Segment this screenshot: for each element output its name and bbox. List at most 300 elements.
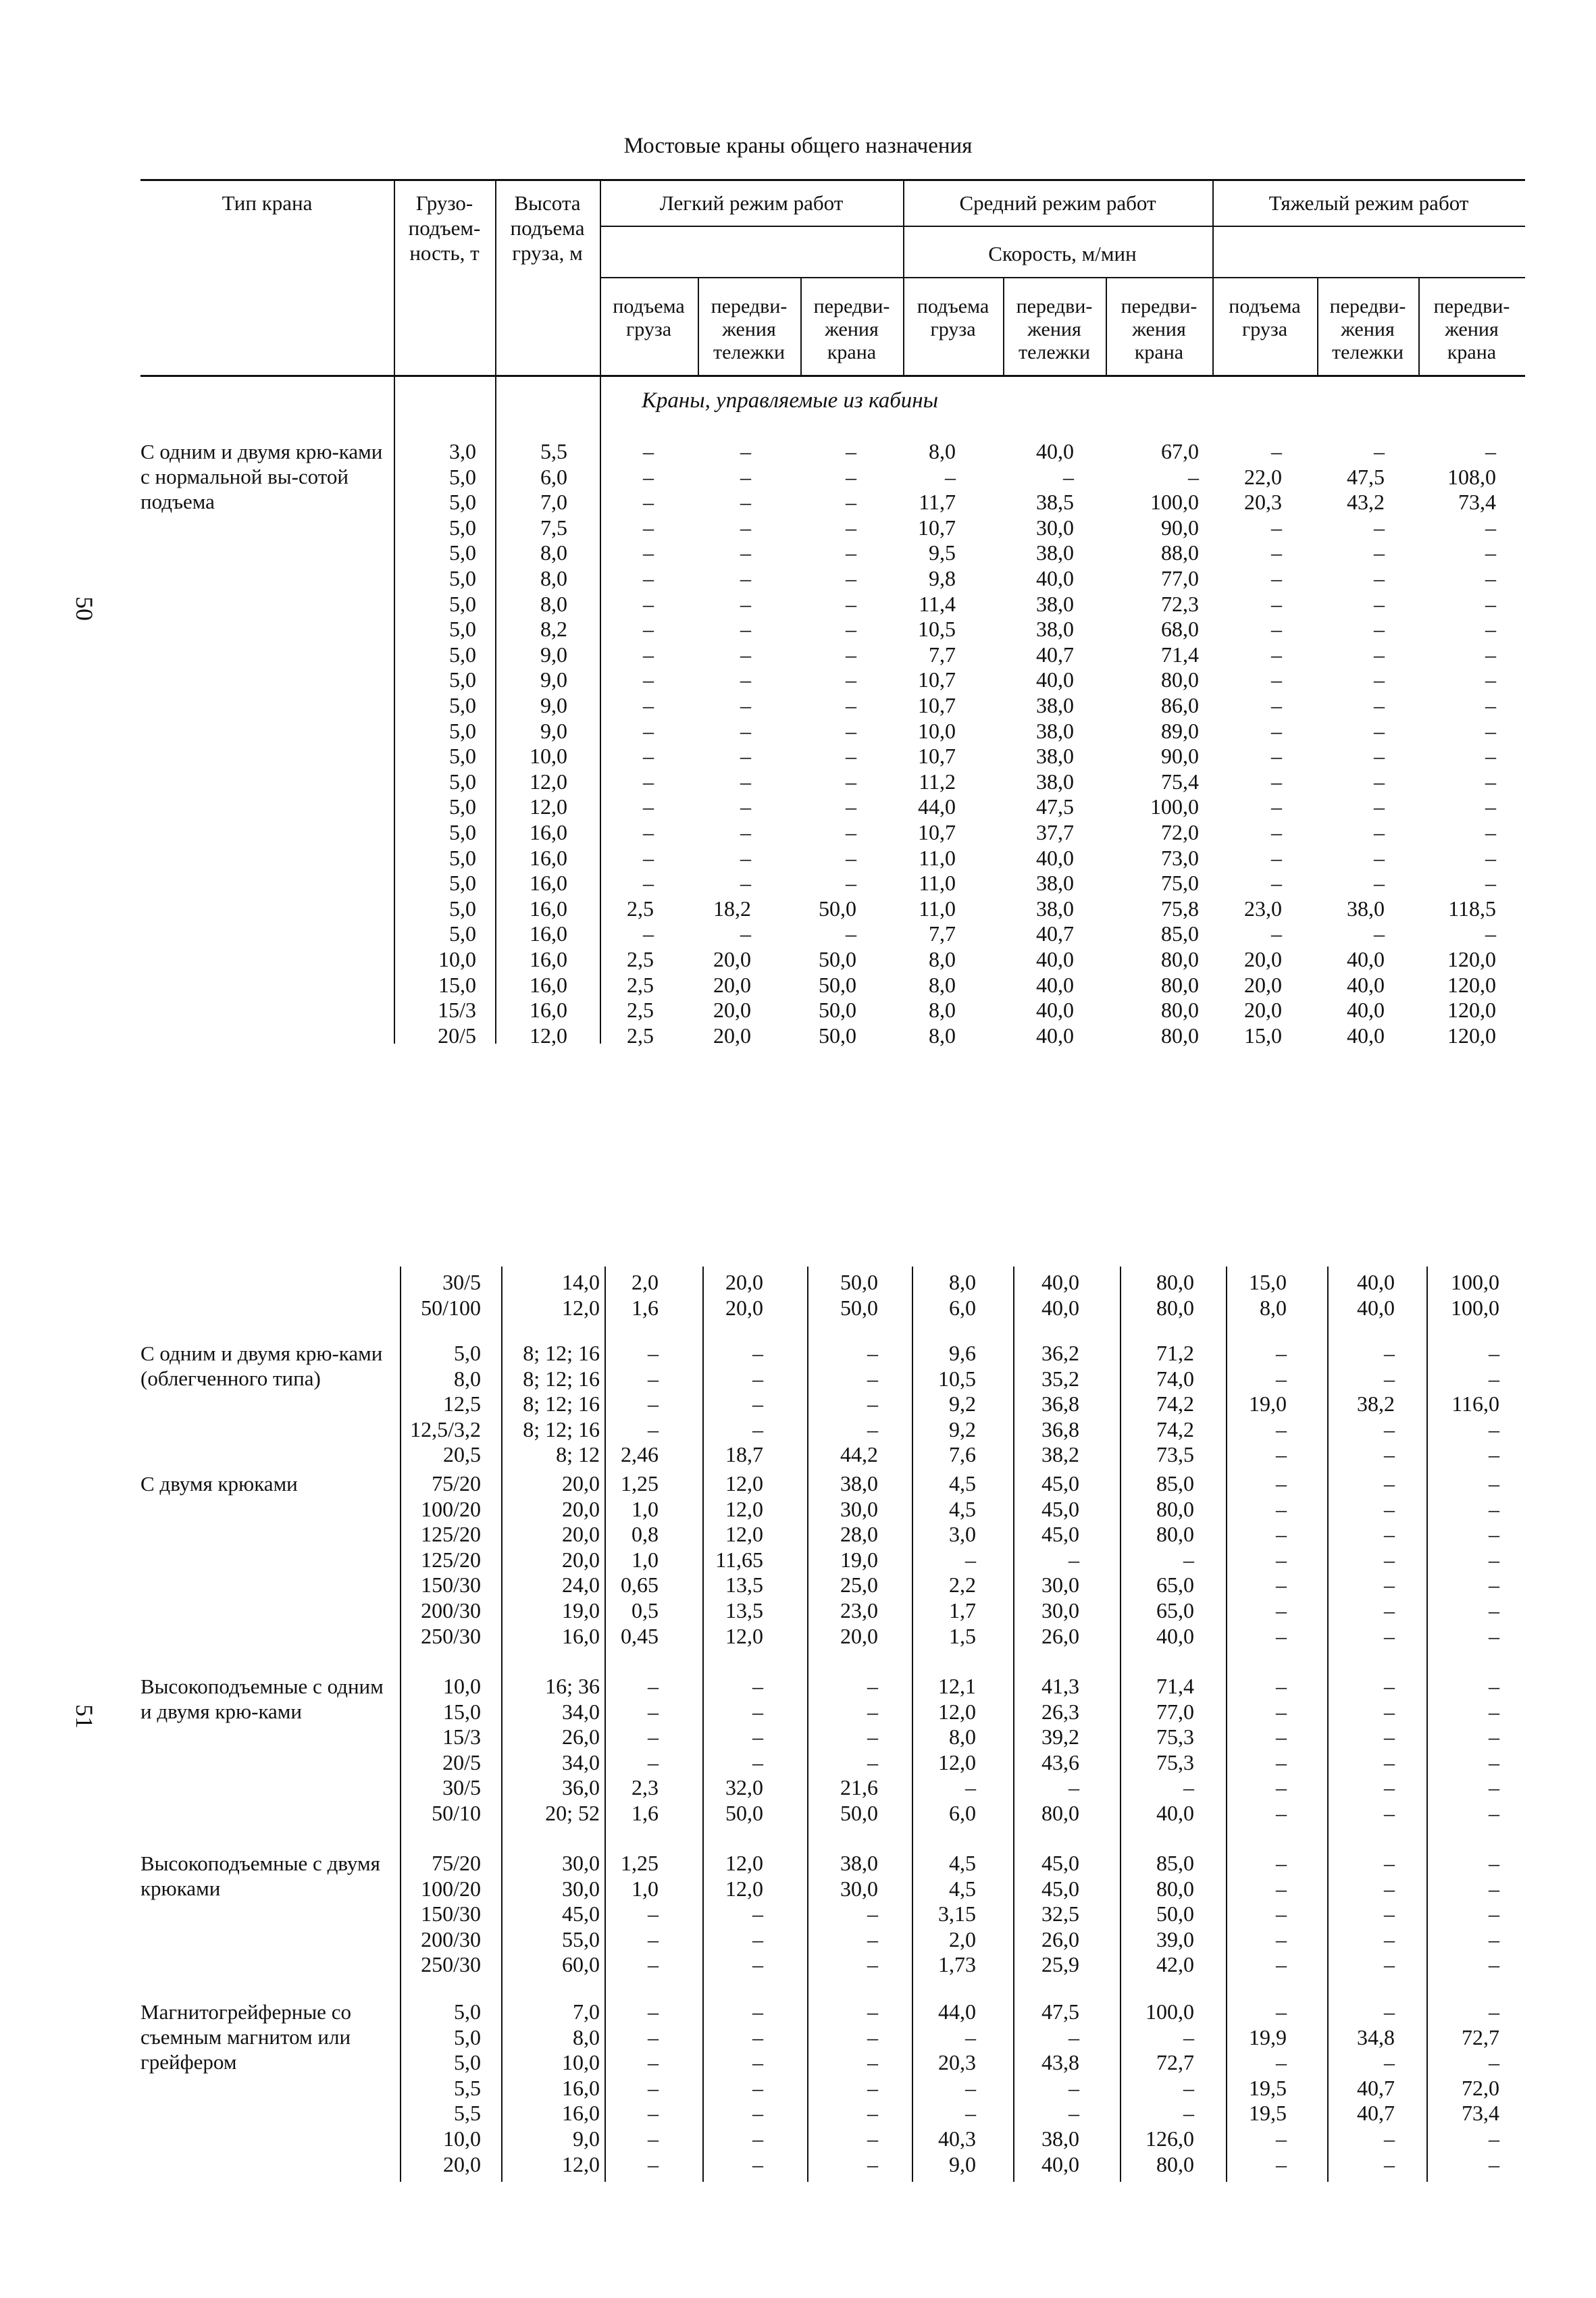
table-cell: 12,0	[938, 1750, 976, 1774]
table-cell: –	[1276, 1573, 1287, 1598]
table-cell: –	[1276, 1801, 1287, 1825]
table-cell: 4,5	[949, 1851, 976, 1875]
speed-rule	[600, 277, 1525, 278]
table-cell: 40,0	[1036, 566, 1074, 590]
table-cell: –	[867, 2075, 878, 2100]
table-cell: –	[643, 490, 654, 515]
table-cell: –	[1276, 1341, 1287, 1365]
header-medium: Средний режим работ	[959, 191, 1156, 215]
group-label: С одним и двумя крю-ками (облегченного типа)	[140, 1342, 383, 1390]
table-cell: 5,0	[449, 515, 476, 540]
table-cell: 38,0	[840, 1471, 878, 1496]
table-cell: 10,7	[918, 693, 956, 717]
table-cell: –	[643, 718, 654, 743]
table-cell: –	[1489, 1547, 1499, 1572]
table-cell: 38,0	[840, 1851, 878, 1875]
table-cell: 38,0	[1036, 693, 1074, 717]
table-cell: 45,0	[1041, 1851, 1079, 1875]
table-cell: 38,0	[1036, 871, 1074, 896]
table-cell: –	[1485, 540, 1496, 565]
table-cell: –	[1374, 693, 1385, 717]
table-cell: 8,0	[949, 1270, 976, 1294]
table-cell: –	[752, 2050, 763, 2075]
table-cell: –	[740, 845, 751, 870]
table-cell: 5,0	[449, 667, 476, 692]
table-cell: –	[740, 769, 751, 794]
table-cell: 19,0	[840, 1547, 878, 1572]
table-cell: 11,7	[919, 490, 956, 515]
table-cell: 21,6	[840, 1775, 878, 1800]
table-cell: 5,5	[454, 2101, 481, 2126]
table-row	[0, 515, 1596, 540]
table-cell: 11,4	[919, 591, 956, 616]
table-cell: –	[752, 2101, 763, 2126]
page-number-bottom: 51	[71, 1704, 98, 1729]
table-cell: 45,0	[1041, 1471, 1079, 1496]
table-cell: 37,7	[1036, 820, 1074, 844]
header-capacity: Грузо-подъем-ность, т	[408, 191, 481, 265]
table-cell: –	[867, 2101, 878, 2126]
table-cell: –	[1276, 1442, 1287, 1467]
table-cell: –	[1384, 1416, 1395, 1441]
table-cell: 68,0	[1161, 617, 1199, 642]
table-cell: 15,0	[443, 1699, 481, 1724]
table-cell: 8; 12; 16	[523, 1416, 600, 1441]
table-cell: 16,0	[530, 921, 567, 946]
group-label: Высокоподъемные с одним и двумя крю-ками	[140, 1675, 384, 1723]
table-cell: 16,0	[562, 2075, 600, 2100]
table-cell: –	[1271, 439, 1282, 463]
table-cell: –	[1489, 2050, 1499, 2075]
table-cell: –	[752, 2024, 763, 2049]
table-cell: 38,0	[1036, 744, 1074, 769]
table-cell: –	[1069, 1547, 1079, 1572]
table-cell: 72,7	[1462, 2024, 1499, 2049]
table-cell: 20,0	[1244, 947, 1282, 971]
table-row	[0, 1497, 1596, 1522]
table-cell: 8,0	[540, 566, 567, 590]
table-cell: 5,0	[449, 896, 476, 921]
table-cell: –	[740, 921, 751, 946]
table-cell: –	[1276, 2151, 1287, 2176]
table-cell: 116,0	[1451, 1391, 1499, 1416]
table-cell: 44,2	[840, 1442, 878, 1467]
table-cell: 16,0	[562, 1623, 600, 1648]
table-row	[0, 2050, 1596, 2075]
table-cell: 12,0	[530, 769, 567, 794]
table-cell: 15,0	[1244, 1023, 1282, 1048]
header-heavy: Тяжелый режим работ	[1268, 191, 1469, 215]
table-cell: –	[1271, 566, 1282, 590]
table-cell: 20,0	[562, 1471, 600, 1496]
table-row	[0, 693, 1596, 718]
table-cell: 38,0	[1036, 718, 1074, 743]
table-cell: –	[1276, 1522, 1287, 1547]
table-cell: 45,0	[1041, 1876, 1079, 1901]
table-cell: 16; 36	[545, 1674, 600, 1698]
table-cell: 80,0	[1161, 998, 1199, 1023]
table-cell: 19,5	[1249, 2075, 1287, 2100]
table-cell: 2,5	[627, 947, 654, 971]
table-cell: –	[1384, 1674, 1395, 1698]
table-cell: 20,0	[713, 1023, 751, 1048]
table-cell: –	[740, 464, 751, 489]
table-cell: 2,46	[621, 1442, 659, 1467]
table-cell: –	[867, 1366, 878, 1391]
table-cell: 38,0	[1041, 2126, 1079, 2151]
table-cell: 40,0	[1041, 1270, 1079, 1294]
table-cell: –	[1271, 845, 1282, 870]
table-cell: 75,8	[1161, 896, 1199, 921]
table-cell: 11,0	[919, 896, 956, 921]
table-cell: –	[1489, 2151, 1499, 2176]
table-cell: 11,0	[919, 845, 956, 870]
table-cell: 20,0	[713, 998, 751, 1023]
table-cell: –	[1489, 1750, 1499, 1774]
table-row	[0, 794, 1596, 819]
table-cell: –	[1276, 2050, 1287, 2075]
table-cell: 30/5	[442, 1775, 481, 1800]
table-cell: 16,0	[530, 845, 567, 870]
table-row	[0, 2101, 1596, 2126]
table-cell: 100,0	[1451, 1270, 1499, 1294]
table-cell: –	[648, 2024, 659, 2049]
table-cell: 50,0	[840, 1270, 878, 1294]
table-cell: 5,0	[449, 744, 476, 769]
table-cell: 20,0	[713, 972, 751, 997]
table-cell: 30/5	[442, 1270, 481, 1294]
table-cell: –	[867, 1999, 878, 2024]
table-cell: –	[1069, 2101, 1079, 2126]
table-cell: 30,0	[562, 1851, 600, 1875]
table-cell: –	[1384, 1999, 1395, 2024]
table-cell: 12,0	[562, 2151, 600, 2176]
group-label: С одним и двумя крю-ками с нормальной вы-сотой подъема	[140, 440, 383, 513]
table-cell: 40,0	[1036, 667, 1074, 692]
table-cell: 4,5	[949, 1876, 976, 1901]
table-cell: –	[1384, 1801, 1395, 1825]
table-cell: –	[1276, 2126, 1287, 2151]
table-cell: –	[643, 515, 654, 540]
table-cell: 4,5	[949, 1496, 976, 1521]
table-cell: –	[846, 439, 856, 463]
table-row	[0, 2025, 1596, 2050]
table-cell: –	[740, 439, 751, 463]
table-cell: 1,0	[632, 1876, 659, 1901]
table-cell: 80,0	[1041, 1801, 1079, 1825]
table-cell: 10,7	[918, 820, 956, 844]
table-cell: –	[1485, 566, 1496, 590]
table-cell: 8,0	[949, 1725, 976, 1750]
table-cell: –	[1276, 1775, 1287, 1800]
table-cell: –	[1374, 591, 1385, 616]
table-cell: 42,0	[1156, 1952, 1194, 1977]
table-cell: 8,2	[540, 617, 567, 642]
table-cell: 30,0	[1041, 1573, 1079, 1598]
table-cell: –	[1489, 1999, 1499, 2024]
table-cell: –	[1489, 1901, 1499, 1926]
table-row	[0, 973, 1596, 998]
table-cell: –	[1276, 1496, 1287, 1521]
table-cell: –	[1276, 1851, 1287, 1875]
table-cell: 9,2	[949, 1391, 976, 1416]
table-row	[0, 921, 1596, 946]
table-row	[0, 490, 1596, 515]
table-row	[0, 465, 1596, 490]
table-cell: –	[752, 1416, 763, 1441]
table-cell: 40,0	[1036, 998, 1074, 1023]
table-cell: 50,0	[1156, 1901, 1194, 1926]
table-cell: –	[1384, 1366, 1395, 1391]
table-cell: –	[867, 2050, 878, 2075]
table-cell: 73,4	[1458, 490, 1496, 515]
table-cell: –	[643, 769, 654, 794]
table-cell: 30,0	[1041, 1598, 1079, 1623]
table-cell: 8,0	[929, 1023, 956, 1048]
table-cell: 5,5	[540, 439, 567, 463]
table-cell: –	[1271, 591, 1282, 616]
table-cell: –	[867, 2151, 878, 2176]
table-cell: –	[1374, 540, 1385, 565]
table-cell: –	[846, 718, 856, 743]
table-cell: 250/30	[421, 1623, 481, 1648]
table-cell: 15,0	[438, 972, 476, 997]
table-cell: –	[1271, 718, 1282, 743]
table-cell: 108,0	[1447, 464, 1496, 489]
table-cell: 80,0	[1156, 1522, 1194, 1547]
table-cell: 20,0	[562, 1547, 600, 1572]
table-cell: –	[1276, 1926, 1287, 1951]
table-cell: 16,0	[530, 820, 567, 844]
table-cell: 40,0	[1036, 845, 1074, 870]
table-cell: 5,0	[449, 769, 476, 794]
table-cell: 8; 12; 16	[523, 1391, 600, 1416]
table-cell: 40,0	[1347, 947, 1385, 971]
table-cell: –	[1276, 1699, 1287, 1724]
table-cell: 20,0	[725, 1295, 763, 1320]
table-cell: –	[1276, 1623, 1287, 1648]
table-cell: –	[740, 718, 751, 743]
table-cell: –	[1384, 1547, 1395, 1572]
table-cell: –	[1271, 642, 1282, 667]
table-cell: –	[1271, 667, 1282, 692]
table-cell: 10,5	[918, 617, 956, 642]
table-row	[0, 820, 1596, 845]
table-cell: –	[1485, 769, 1496, 794]
table-cell: –	[965, 1547, 976, 1572]
table-cell: 5,0	[449, 845, 476, 870]
table-cell: –	[1276, 1366, 1287, 1391]
table-cell: 71,4	[1161, 642, 1199, 667]
table-cell: –	[1183, 2101, 1194, 2126]
table-cell: 12,0	[530, 794, 567, 819]
table-cell: –	[1489, 1573, 1499, 1598]
table-cell: –	[648, 2126, 659, 2151]
table-cell: 12,0	[530, 1023, 567, 1048]
table-cell: –	[867, 1391, 878, 1416]
table-cell: 12,5	[443, 1391, 481, 1416]
header-height: Высота подъема груза, м	[510, 191, 585, 265]
table-cell: 40,0	[1036, 1023, 1074, 1048]
table-cell: –	[1276, 1547, 1287, 1572]
table-row	[0, 896, 1596, 921]
table-cell: 10,0	[562, 2050, 600, 2075]
table-cell: 34,0	[562, 1750, 600, 1774]
table-row	[0, 1573, 1596, 1598]
table-row	[0, 1417, 1596, 1442]
table-cell: –	[1384, 1952, 1395, 1977]
sub-header-2: передви-жения тележки	[711, 295, 788, 363]
group-label: Высокоподъемные с двумя крюками	[140, 1852, 380, 1900]
table-cell: 2,2	[949, 1573, 976, 1598]
table-cell: 1,73	[938, 1952, 976, 1977]
table-cell: 45,0	[1041, 1496, 1079, 1521]
table-cell: –	[846, 566, 856, 590]
table-cell: –	[643, 667, 654, 692]
table-cell: 11,2	[919, 769, 956, 794]
table-cell: –	[1384, 1598, 1395, 1623]
table-row	[0, 846, 1596, 871]
table-cell: 18,7	[725, 1442, 763, 1467]
table-cell: 47,5	[1036, 794, 1074, 819]
table-cell: 2,5	[627, 1023, 654, 1048]
table-cell: 2,3	[632, 1775, 659, 1800]
table-cell: –	[1384, 2151, 1395, 2176]
table-cell: 34,8	[1357, 2024, 1395, 2049]
table-cell: –	[752, 1999, 763, 2024]
table-cell: –	[1271, 794, 1282, 819]
table-cell: –	[846, 464, 856, 489]
table-cell: –	[643, 642, 654, 667]
table-cell: –	[1374, 744, 1385, 769]
table-cell: –	[648, 1901, 659, 1926]
table-cell: 80,0	[1161, 947, 1199, 971]
table-cell: –	[1384, 1442, 1395, 1467]
table-cell: 80,0	[1161, 972, 1199, 997]
table-cell: –	[846, 667, 856, 692]
table-cell: –	[1485, 871, 1496, 896]
table-cell: –	[643, 845, 654, 870]
table-cell: 38,0	[1036, 591, 1074, 616]
table-cell: –	[648, 1366, 659, 1391]
table-cell: 8; 12; 16	[523, 1366, 600, 1391]
table-cell: –	[1489, 1496, 1499, 1521]
table-cell: –	[846, 871, 856, 896]
table-cell: 73,5	[1156, 1442, 1194, 1467]
table-cell: 100,0	[1150, 490, 1199, 515]
table-cell: –	[740, 591, 751, 616]
table-cell: –	[752, 1926, 763, 1951]
table-cell: 6,0	[540, 464, 567, 489]
table-cell: 73,4	[1462, 2101, 1499, 2126]
table-cell: 9,2	[949, 1416, 976, 1441]
table-row	[0, 1927, 1596, 1952]
table-cell: 40,0	[1036, 947, 1074, 971]
table-cell: –	[1489, 1416, 1499, 1441]
table-row	[0, 1725, 1596, 1750]
table-cell: 55,0	[562, 1926, 600, 1951]
table-cell: 7,0	[540, 490, 567, 515]
table-row	[0, 947, 1596, 972]
table-cell: 36,0	[562, 1775, 600, 1800]
table-cell: 20/5	[438, 1023, 476, 1048]
table-cell: –	[1489, 1876, 1499, 1901]
header-top-rule	[140, 179, 1525, 181]
table-cell: 16,0	[562, 2101, 600, 2126]
table-cell: –	[846, 794, 856, 819]
table-cell: 5,0	[449, 540, 476, 565]
table-cell: –	[1271, 820, 1282, 844]
table-cell: 12,0	[725, 1522, 763, 1547]
table-cell: –	[1384, 1851, 1395, 1875]
table-cell: 9,8	[929, 566, 956, 590]
table-cell: 50,0	[819, 998, 856, 1023]
table-cell: 35,2	[1041, 1366, 1079, 1391]
table-cell: –	[1485, 617, 1496, 642]
table-cell: 10,0	[438, 947, 476, 971]
table-cell: –	[1485, 642, 1496, 667]
table-row	[0, 2152, 1596, 2177]
table-cell: 16,0	[530, 998, 567, 1023]
table-cell: –	[1183, 2075, 1194, 2100]
table-cell: 100,0	[1145, 1999, 1194, 2024]
table-cell: 20,0	[443, 2151, 481, 2176]
table-cell: 5,0	[449, 693, 476, 717]
table-cell: –	[867, 2024, 878, 2049]
table-cell: 14,0	[562, 1270, 600, 1294]
table-cell: –	[752, 1952, 763, 1977]
table-cell: 20,0	[1244, 972, 1282, 997]
table-cell: –	[648, 1341, 659, 1365]
table-cell: –	[643, 540, 654, 565]
page-title: Мостовые краны общего назначения	[623, 134, 973, 158]
table-cell: 100,0	[1451, 1295, 1499, 1320]
table-cell: –	[1384, 1876, 1395, 1901]
table-cell: –	[846, 921, 856, 946]
table-cell: 2,5	[627, 998, 654, 1023]
header-speed: Скорость, м/мин	[988, 242, 1137, 265]
table-cell: 43,6	[1041, 1750, 1079, 1774]
table-row	[0, 566, 1596, 591]
table-row	[0, 1952, 1596, 1977]
table-cell: 50,0	[840, 1295, 878, 1320]
table-cell: 38,0	[1036, 617, 1074, 642]
table-cell: 5,0	[449, 794, 476, 819]
table-cell: 40,0	[1357, 1270, 1395, 1294]
table-cell: –	[740, 693, 751, 717]
table-cell: 5,0	[454, 1341, 481, 1365]
mode-rule	[600, 226, 1525, 227]
table-cell: 20,5	[443, 1442, 481, 1467]
table-cell: 50,0	[819, 947, 856, 971]
table-row	[0, 2076, 1596, 2101]
table-cell: 8,0	[540, 591, 567, 616]
table-cell: 20,3	[938, 2050, 976, 2075]
table-cell: 65,0	[1156, 1573, 1194, 1598]
table-cell: 120,0	[1447, 947, 1496, 971]
table-cell: 9,0	[540, 642, 567, 667]
table-cell: –	[867, 1416, 878, 1441]
table-row	[0, 769, 1596, 794]
table-cell: 12,0	[725, 1623, 763, 1648]
table-cell: –	[867, 1341, 878, 1365]
table-cell: –	[1384, 1573, 1395, 1598]
table-cell: 36,2	[1041, 1341, 1079, 1365]
table-cell: 126,0	[1145, 2126, 1194, 2151]
table-cell: –	[1276, 1725, 1287, 1750]
table-cell: 10,0	[918, 718, 956, 743]
table-cell: –	[1276, 1901, 1287, 1926]
